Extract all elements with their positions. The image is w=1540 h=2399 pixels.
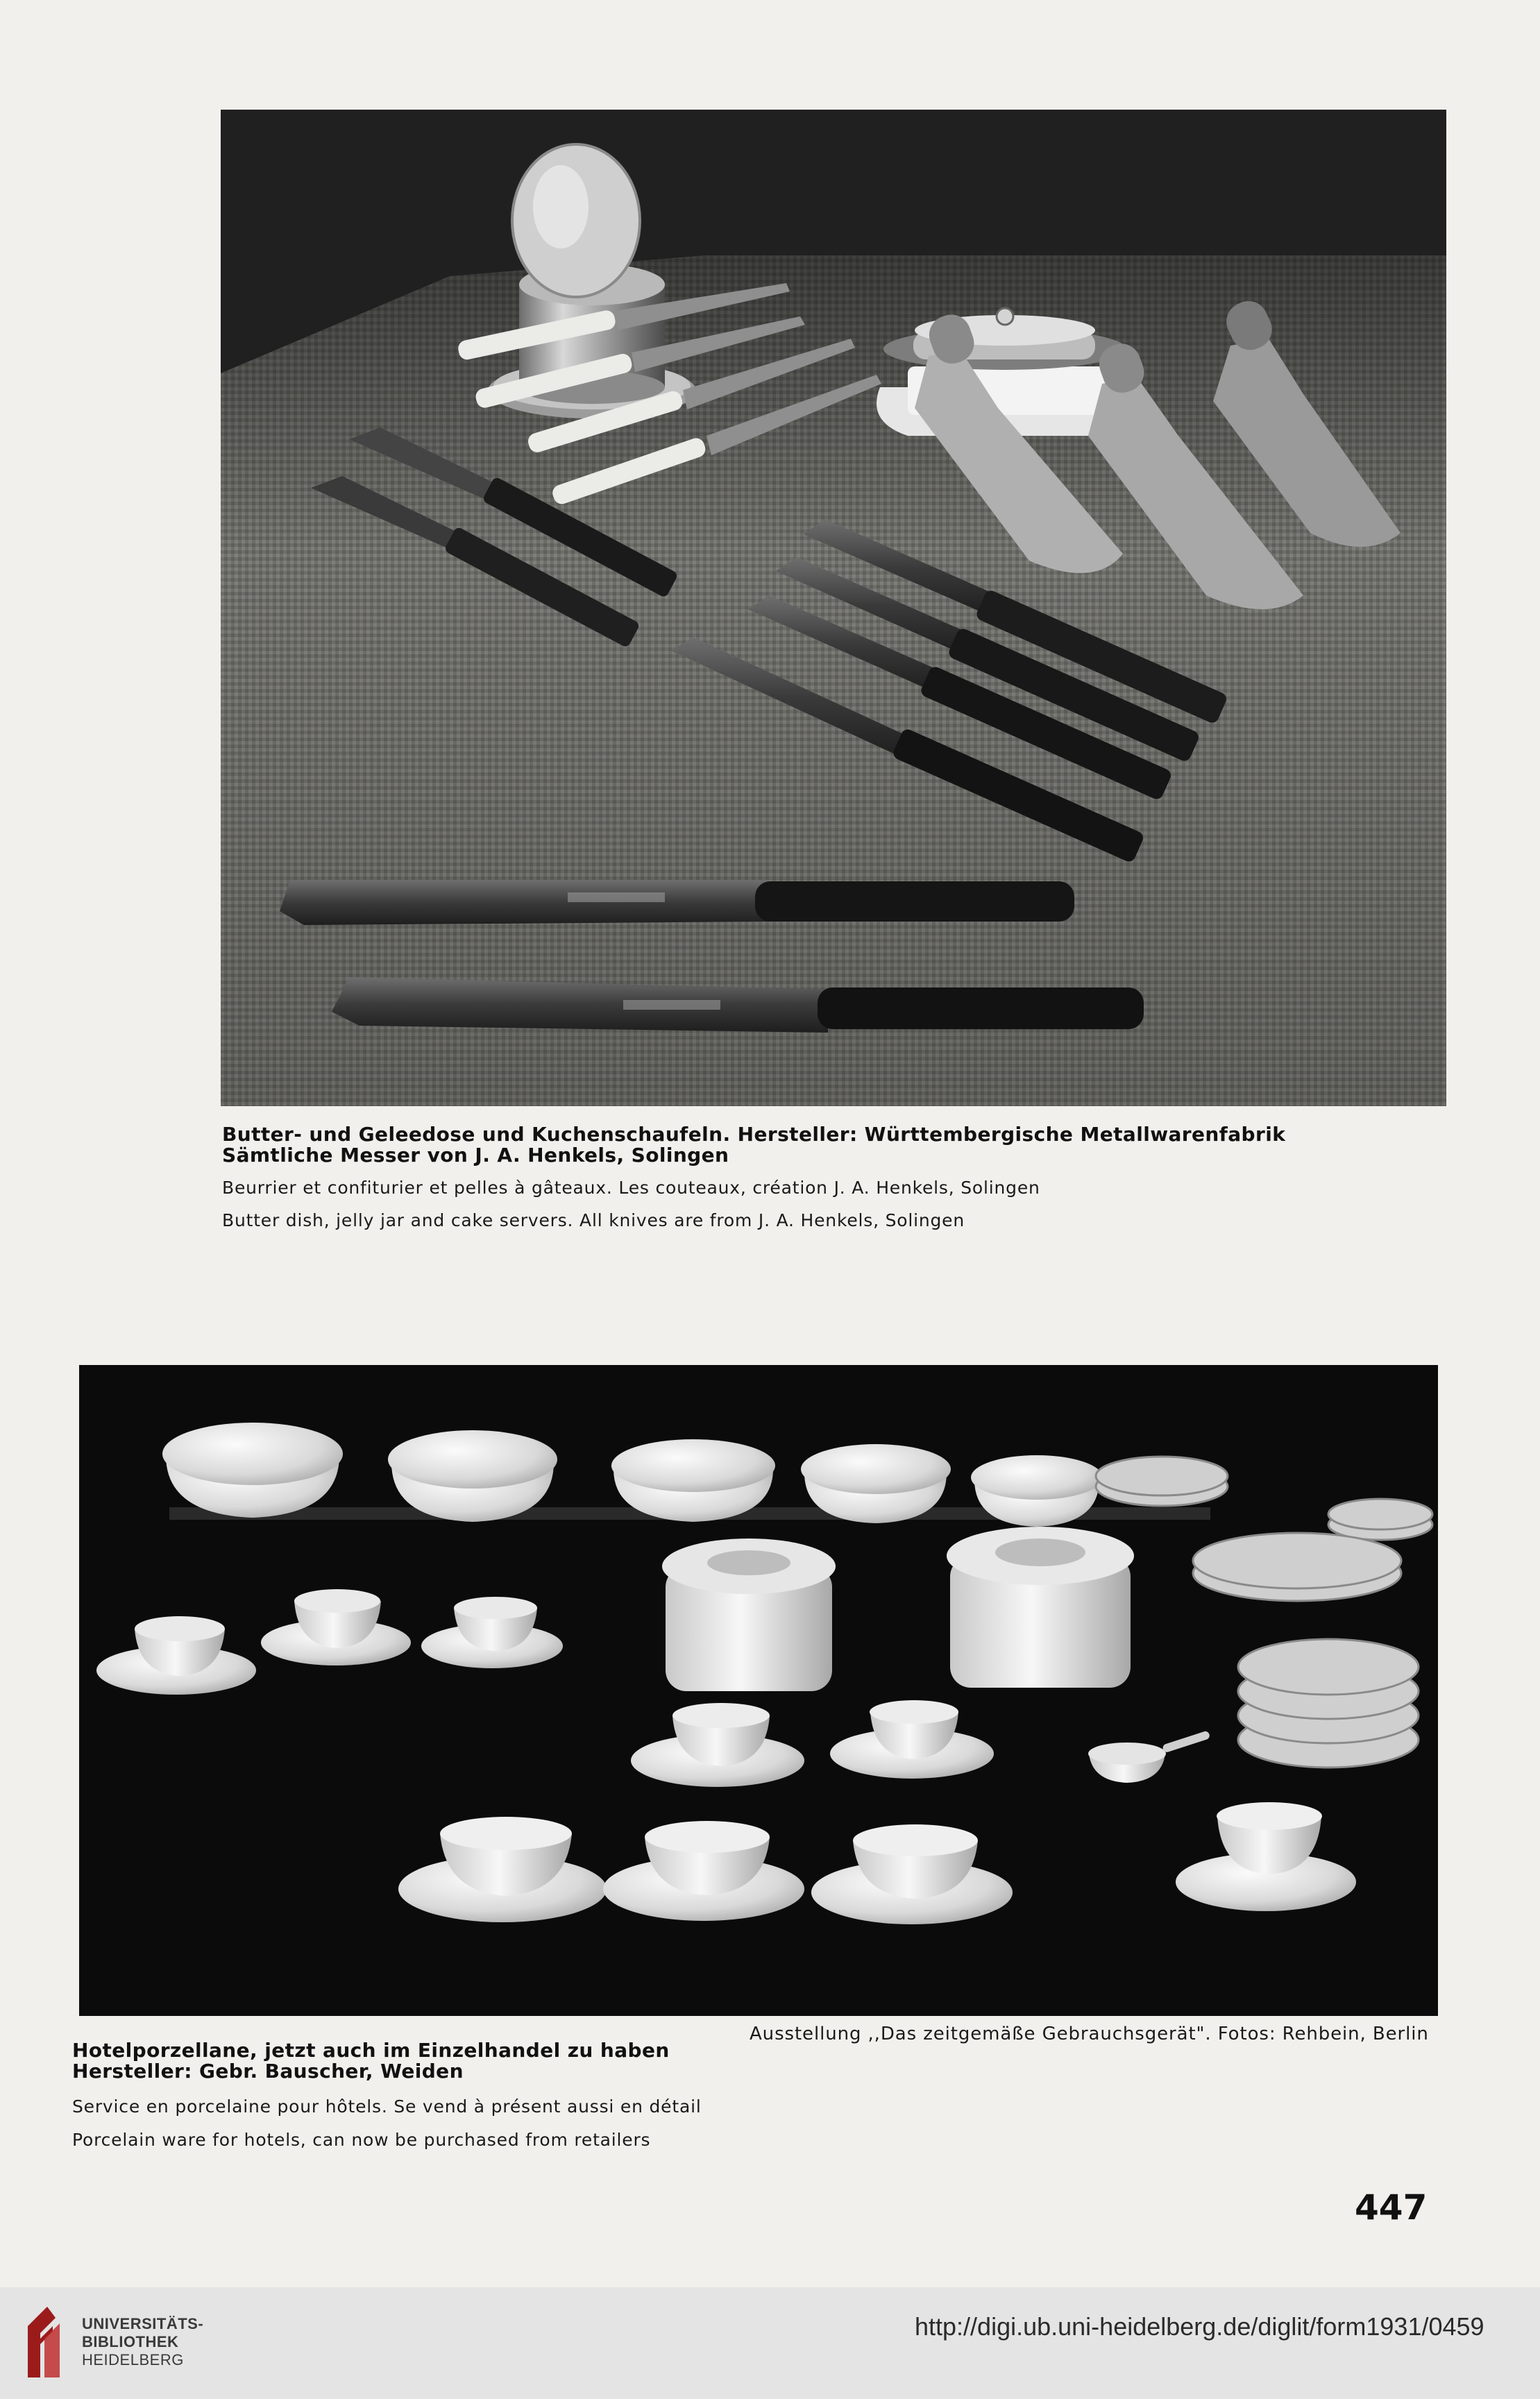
figure1-caption-en: Butter dish, jelly jar and cake servers. All knives are from J. A. Henkels, Solingen [222, 1210, 965, 1230]
figure1-caption-de-line2: Sämtliche Messer von J. A. Henkels, Solingen [222, 1144, 729, 1167]
figure1-caption-fr: Beurrier et confiturier et pelles à gâteaux. Les couteaux, création J. A. Henkels, Solingen [222, 1178, 1040, 1198]
source-url-link[interactable]: http://digi.ub.uni-heidelberg.de/diglit/form1931/0459 [915, 2312, 1484, 2341]
library-name [82, 2315, 203, 2369]
figure2-caption-de-line2: Hersteller: Gebr. Bauscher, Weiden [72, 2060, 464, 2083]
library-name-line2: BIBLIOTHEK [82, 2333, 179, 2350]
figure2-caption-en: Porcelain ware for hotels, can now be purchased from retailers [72, 2130, 651, 2150]
photo-cutlery-butter-dish [221, 110, 1446, 1106]
figure2-caption-fr: Service en porcelaine pour hôtels. Se vend à présent aussi en détail [72, 2096, 702, 2117]
library-name-line1: UNIVERSITÄTS- [82, 2315, 204, 2332]
university-library-logo-icon [19, 2303, 72, 2386]
page-number: 447 [1355, 2187, 1428, 2228]
library-name-line3: HEIDELBERG [82, 2351, 184, 2368]
porcelain-photo-illustration [79, 1365, 1438, 2016]
figure1-caption-de-line1: Butter- und Geleedose und Kuchenschaufeln. Hersteller: Württembergische Metallwarenfabrik [222, 1123, 1286, 1146]
library-footer-bar [0, 2287, 1540, 2399]
photo-hotel-porcelain [79, 1365, 1438, 2016]
cutlery-photo-illustration [221, 110, 1446, 1106]
figure2-caption-de-line1: Hotelporzellane, jetzt auch im Einzelhandel zu haben [72, 2039, 670, 2062]
figure2-photo-credit: Ausstellung ,,Das zeitgemäße Gebrauchsgerät". Fotos: Rehbein, Berlin [750, 2024, 1429, 2044]
